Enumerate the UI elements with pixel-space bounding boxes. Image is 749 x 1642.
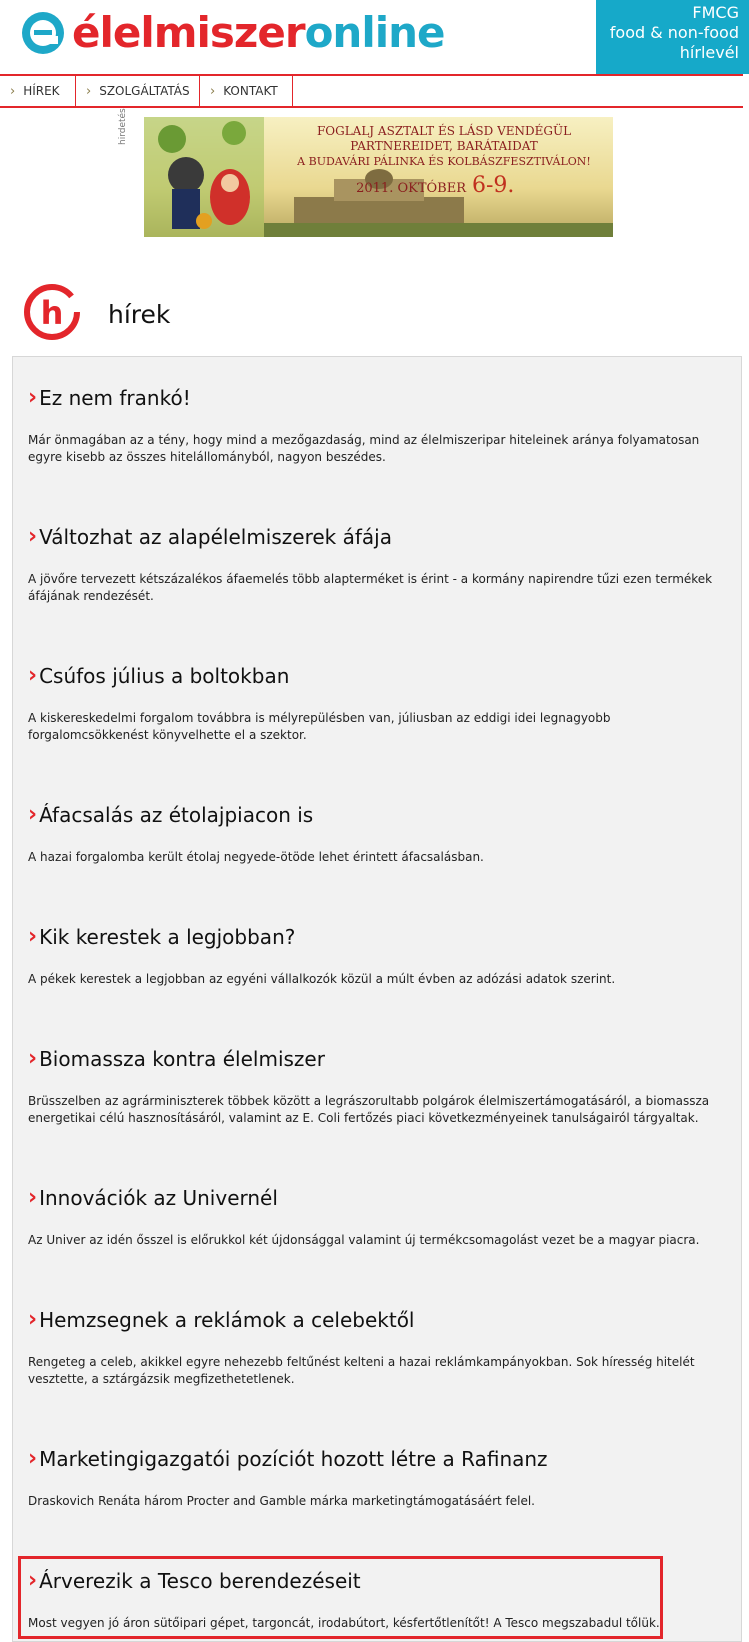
news-title: Változhat az alapélelmiszerek áfája xyxy=(39,524,392,549)
ad-line-2: PARTNEREIDET, BARÁTAIDAT xyxy=(350,139,538,153)
news-item[interactable] xyxy=(28,1307,728,1388)
news-title: Marketingigazgatói pozíciót hozott létre a Rafinanz xyxy=(39,1446,548,1471)
news-list xyxy=(12,356,742,1642)
chevron-right-icon: › xyxy=(28,1568,38,1593)
news-item[interactable] xyxy=(28,802,728,866)
news-desc: Draskovich Renáta három Procter and Gamble márka marketingtámogatásáért felel. xyxy=(28,1494,535,1508)
news-title: Hemzsegnek a reklámok a celebektől xyxy=(39,1307,415,1332)
news-title-link[interactable] xyxy=(28,1046,728,1071)
chevron-right-icon: › xyxy=(210,83,216,99)
ad-line-1: FOGLALJ ASZTALT ÉS LÁSD VENDÉGÜL xyxy=(316,124,572,138)
news-title-link[interactable] xyxy=(28,385,728,410)
news-item[interactable] xyxy=(28,524,728,605)
chevron-right-icon: › xyxy=(28,663,38,688)
chevron-right-icon: › xyxy=(28,524,38,549)
chevron-right-icon: › xyxy=(10,83,16,99)
highlight-box xyxy=(18,1556,663,1639)
logo-text-part2: online xyxy=(304,8,445,57)
chevron-right-icon: › xyxy=(28,1046,38,1071)
promo-line-2: food & non-food xyxy=(609,23,739,42)
chevron-right-icon: › xyxy=(28,1446,38,1471)
news-title: Innovációk az Univernél xyxy=(39,1185,278,1210)
section-icon xyxy=(22,282,82,342)
header xyxy=(0,0,749,76)
logo-text xyxy=(72,10,445,56)
chevron-right-icon: › xyxy=(86,83,92,99)
news-title-link[interactable] xyxy=(28,524,728,549)
news-desc: Már önmagában az a tény, hogy mind a mezőgazdaság, mind az élelmiszeripar hiteleinek aránya folyamatosan egyre kisebb az összes hitelállományból, nagyon beszédes. xyxy=(28,433,700,464)
promo-line-1: FMCG xyxy=(692,3,739,22)
news-title-link[interactable] xyxy=(28,1307,728,1332)
news-item[interactable] xyxy=(28,1185,728,1249)
news-item[interactable] xyxy=(28,1046,728,1127)
news-title-link[interactable] xyxy=(28,1185,728,1210)
news-title-link[interactable] xyxy=(28,802,728,827)
news-item[interactable] xyxy=(28,924,728,988)
news-desc: Rengeteg a celeb, akikkel egyre nehezebb feltűnést kelteni a hazai reklámkampányokban. Sok híresség hitelét vesztette, a sztárgázsik megfizethetetlenek. xyxy=(28,1355,695,1386)
news-desc: A hazai forgalomba került étolaj negyede-ötöde lehet érintett áfacsalásban. xyxy=(28,850,484,864)
logo-e-icon xyxy=(20,10,66,56)
news-desc: Brüsszelben az agrárminiszterek többek között a legrászorultabb polgárok élelmiszertámogatásáról, a biomassza energetikai célú hasznosításáról, valamint az E. Coli fertőzés piaci következményeinek tanulságairól tárgyaltak. xyxy=(28,1094,710,1125)
nav-item-label: HÍREK xyxy=(23,84,60,98)
news-desc: A pékek kerestek a legjobban az egyéni vállalkozók közül a múlt évben az adózási adatok szerint. xyxy=(28,972,616,986)
nav-item-label: KONTAKT xyxy=(223,84,278,98)
news-title-link[interactable] xyxy=(28,924,728,949)
chevron-right-icon: › xyxy=(28,1185,38,1210)
section-title: hírek xyxy=(108,300,171,329)
ad-date: 2011. OKTÓBER xyxy=(356,181,466,196)
news-title-link[interactable] xyxy=(28,663,728,688)
news-item[interactable] xyxy=(28,663,728,744)
news-desc: Most vegyen jó áron sütőipari gépet, targoncát, irodabútort, késfertőtlenítőt! A Tesco megszabadul tőlük. xyxy=(28,1616,660,1630)
chevron-right-icon: › xyxy=(28,924,38,949)
news-item[interactable] xyxy=(28,385,728,466)
nav-item-label: SZOLGÁLTATÁS xyxy=(99,84,190,98)
news-title: Ez nem frankó! xyxy=(39,385,191,410)
newsletter-promo[interactable] xyxy=(596,0,749,74)
site-logo[interactable] xyxy=(20,10,445,56)
section-icon-letter: h xyxy=(40,294,64,332)
news-desc: A kiskereskedelmi forgalom továbbra is mélyrepülésben van, júliusban az eddigi idei legnagyobb forgalomcsökkenést könyvelhette el a szektor. xyxy=(28,711,611,742)
nav-item-kontakt[interactable] xyxy=(200,76,293,106)
ad-side-label: hirdetés xyxy=(118,108,128,145)
news-desc: Az Univer az idén ősszel is előrukkol két újdonsággal valamint új termékcsomagolást vezet be a magyar piacra. xyxy=(28,1233,700,1247)
news-title: Áfacsalás az étolajpiacon is xyxy=(39,802,314,827)
nav-item-hirek[interactable] xyxy=(0,76,76,106)
chevron-right-icon: › xyxy=(28,802,38,827)
news-title: Csúfos július a boltokban xyxy=(39,663,290,688)
promo-line-3: hírlevél xyxy=(679,43,739,62)
nav-item-szolgaltatas[interactable] xyxy=(76,76,200,106)
main-nav xyxy=(0,74,743,108)
chevron-right-icon: › xyxy=(28,1307,38,1332)
h-circle-icon xyxy=(22,282,82,342)
news-title: Kik kerestek a legjobban? xyxy=(39,924,296,949)
news-desc: A jövőre tervezett kétszázalékos áfaemelés több alapterméket is érint - a kormány napirendre tűzi ezen termékek áfájának rendezését. xyxy=(28,572,713,603)
ad-line-3: A BUDAVÁRI PÁLINKA ÉS KOLBÁSZFESZTIVÁLON! xyxy=(297,155,591,168)
ad-date-days: 6-9. xyxy=(472,173,515,198)
logo-text-part1: élelmiszer xyxy=(72,8,305,57)
ad-banner-art xyxy=(144,117,613,237)
chevron-right-icon: › xyxy=(28,385,38,410)
news-title: Árverezik a Tesco berendezéseit xyxy=(39,1568,361,1593)
ad-banner[interactable] xyxy=(144,117,613,237)
news-item[interactable] xyxy=(28,1446,728,1510)
news-title: Biomassza kontra élelmiszer xyxy=(39,1046,325,1071)
news-title-link[interactable] xyxy=(28,1446,728,1471)
